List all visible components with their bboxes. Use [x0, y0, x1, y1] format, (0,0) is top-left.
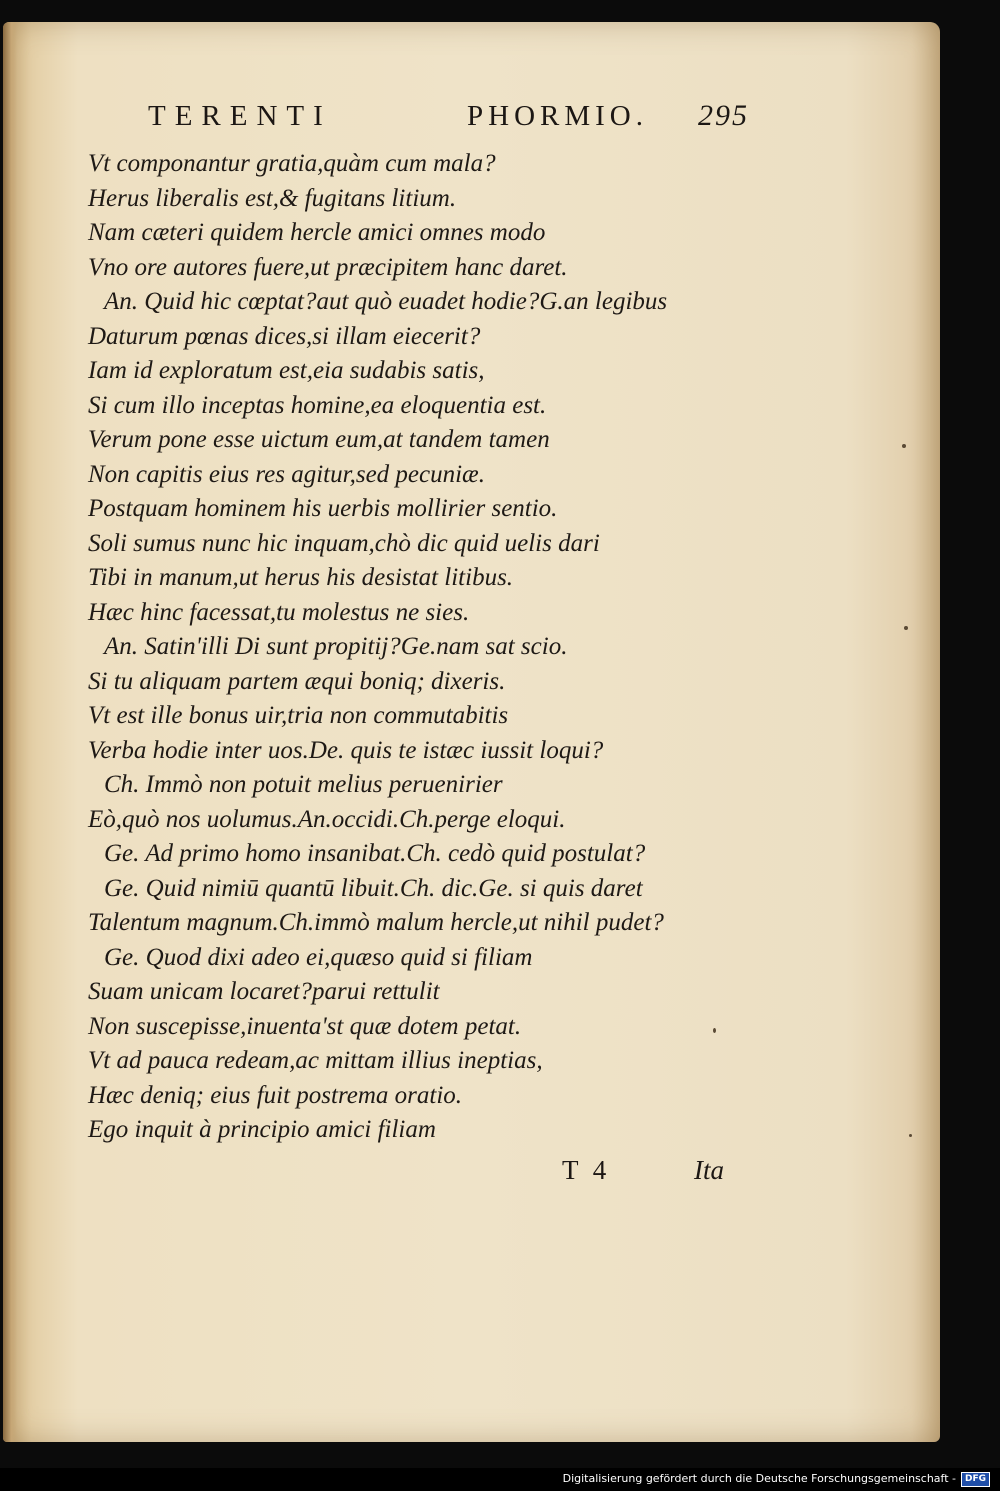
- verse-line: Hæc hinc facessat,tu molestus ne sies.: [88, 598, 470, 626]
- page-spine-edge: [3, 22, 17, 1442]
- verse-line: Ge. Quod dixi adeo ei,quæso quid si filiam: [104, 943, 533, 971]
- verse-line: An. Quid hic cœptat?aut quò euadet hodie?G.an legibus: [104, 288, 668, 315]
- verse-text-block: [88, 147, 748, 1148]
- verse-line: Herus liberalis est,& fugitans litium.: [88, 184, 457, 212]
- paper-speck: [902, 444, 906, 448]
- page-number: 295: [698, 99, 749, 132]
- dfg-logo: DFG: [961, 1472, 990, 1487]
- page-footer: [0, 1155, 1000, 1195]
- verse-line: Vt est ille bonus uir,tria non commutabitis: [88, 702, 509, 729]
- verse-line: Si cum illo inceptas homine,ea eloquentia est.: [88, 391, 547, 419]
- credit-text: Digitalisierung gefördert durch die Deutsche Forschungsgemeinschaft -: [562, 1472, 956, 1485]
- verse-line: Vno ore autores fuere,ut præcipitem hanc daret.: [88, 253, 568, 281]
- paper-speck: [713, 1028, 716, 1033]
- verse-line: Tibi in manum,ut herus his desistat litibus.: [88, 564, 514, 591]
- verse-line: Nam cæteri quidem hercle amici omnes modo: [88, 219, 546, 246]
- verse-line: Suam unicam locaret?parui rettulit: [88, 978, 440, 1005]
- signature-mark: T 4: [562, 1155, 611, 1185]
- verse-line: Ge. Quid nimiū quantū libuit.Ch. dic.Ge. si quis daret: [104, 874, 643, 902]
- verse-line: Vt ad pauca redeam,ac mittam illius ineptias,: [88, 1047, 543, 1074]
- running-head-author: TERENTI: [148, 100, 332, 132]
- verse-line: Verba hodie inter uos.De. quis te istæc iussit loqui?: [88, 736, 604, 764]
- verse-line: Vt componantur gratia,quàm cum mala?: [88, 150, 496, 177]
- verse-line: Ego inquit à principio amici filiam: [88, 1116, 436, 1143]
- verse-line: Soli sumus nunc hic inquam,chò dic quid uelis dari: [88, 529, 600, 557]
- running-head-title: PHORMIO.: [467, 100, 648, 132]
- verse-line: Daturum pœnas dices,si illam eiecerit?: [88, 322, 481, 350]
- verse-line: Non capitis eius res agitur,sed pecuniæ.: [88, 460, 485, 488]
- verse-line: Verum pone esse uictum eum,at tandem tamen: [88, 426, 550, 453]
- paper-speck: [909, 1134, 912, 1137]
- verse-line: Si tu aliquam partem æqui boniq; dixeris.: [88, 667, 506, 695]
- verse-line: Eò,quò nos uolumus.An.occidi.Ch.perge eloqui.: [88, 805, 566, 833]
- verse-line: Ge. Ad primo homo insanibat.Ch. cedò quid postulat?: [104, 840, 646, 867]
- verse-line: Ch. Immò non potuit melius peruenirier: [104, 771, 503, 798]
- digitization-credit: [563, 1469, 990, 1489]
- paper-speck: [904, 626, 908, 630]
- catchword: Ita: [694, 1155, 724, 1185]
- verse-line: Non suscepisse,inuenta'st quæ dotem petat.: [88, 1012, 522, 1040]
- verse-line: Talentum magnum.Ch.immò malum hercle,ut nihil pudet?: [88, 909, 664, 936]
- verse-line: Postquam hominem his uerbis mollirier sentio.: [88, 495, 558, 522]
- running-head: [0, 100, 1000, 140]
- verse-line: Iam id exploratum est,eia sudabis satis,: [88, 357, 485, 384]
- verse-line: An. Satin'illi Di sunt propitij?Ge.nam sat scio.: [104, 633, 568, 660]
- verse-line: Hæc deniq; eius fuit postrema oratio.: [88, 1081, 463, 1109]
